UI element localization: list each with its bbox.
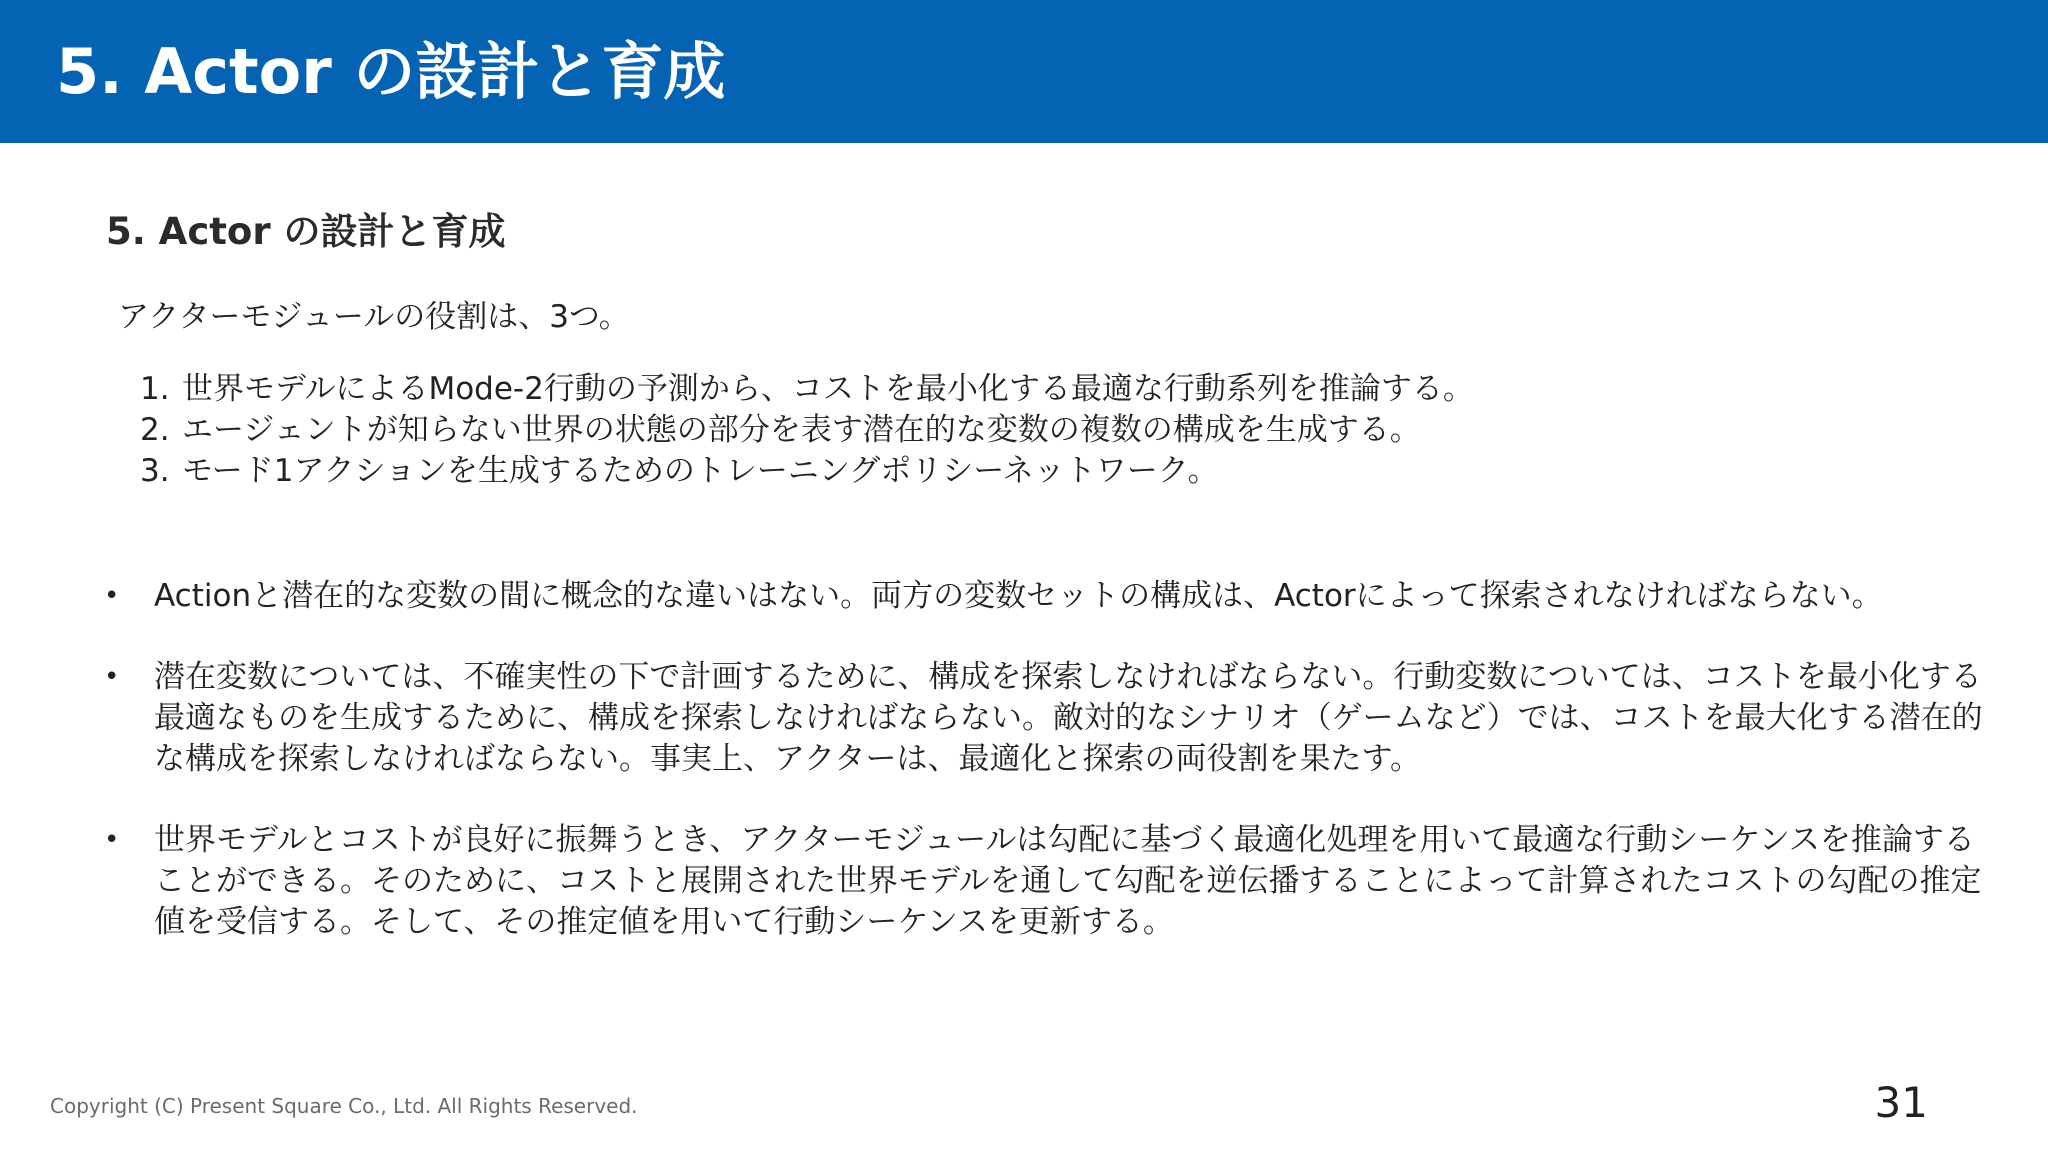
- bullet-text: 世界モデルとコストが良好に振舞うとき、アクターモジュールは勾配に基づく最適化処理を用いて最適な行動シーケンスを推論することができる。そのために、コストと展開された世界モデルを通して勾配を逆伝播することによって計算されたコストの勾配の推定値を受信する。そして、その推定値を用いて行動シーケンスを更新する。: [154, 822, 1982, 940]
- bullet-text: Actionと潜在的な変数の間に概念的な違いはない。両方の変数セットの構成は、Actorによって探索されなければならない。: [154, 578, 1883, 614]
- item-number: 2.: [140, 412, 170, 448]
- numbered-item: [140, 369, 1474, 410]
- bullet-list: [104, 576, 1984, 983]
- bullet-icon: •: [104, 825, 120, 855]
- bullet-icon: •: [104, 662, 120, 692]
- item-text: エージェントが知らない世界の状態の部分を表す潜在的な変数の複数の構成を生成する。: [182, 412, 1421, 448]
- bullet-item: [104, 657, 1984, 780]
- item-number: 1.: [140, 371, 170, 407]
- numbered-item: [140, 451, 1474, 492]
- section-title: 5. Actor の設計と育成: [106, 210, 506, 253]
- bullet-text: 潜在変数については、不確実性の下で計画するために、構成を探索しなければならない。行動変数については、コストを最小化する最適なものを生成するために、構成を探索しなければならない。敵対的なシナリオ（ゲームなど）では、コストを最大化する潜在的な構成を探索しなければならない。事実上、アクターは、最適化と探索の両役割を果たす。: [154, 659, 1983, 777]
- intro-text: アクターモジュールの役割は、3つ。: [118, 299, 630, 335]
- bullet-item: [104, 576, 1984, 617]
- copyright-text: Copyright (C) Present Square Co., Ltd. All Rights Reserved.: [50, 1094, 638, 1118]
- item-text: 世界モデルによるMode-2行動の予測から、コストを最小化する最適な行動系列を推論する。: [182, 371, 1474, 407]
- item-number: 3.: [140, 453, 170, 489]
- page-number: 31: [1874, 1078, 1928, 1127]
- numbered-item: [140, 410, 1474, 451]
- header-bar: [0, 0, 2048, 143]
- bullet-icon: •: [104, 581, 120, 611]
- header-title: 5. Actor の設計と育成: [56, 35, 726, 108]
- bullet-item: [104, 820, 1984, 943]
- item-text: モード1アクションを生成するためのトレーニングポリシーネットワーク。: [182, 453, 1219, 489]
- numbered-list: [140, 369, 1474, 492]
